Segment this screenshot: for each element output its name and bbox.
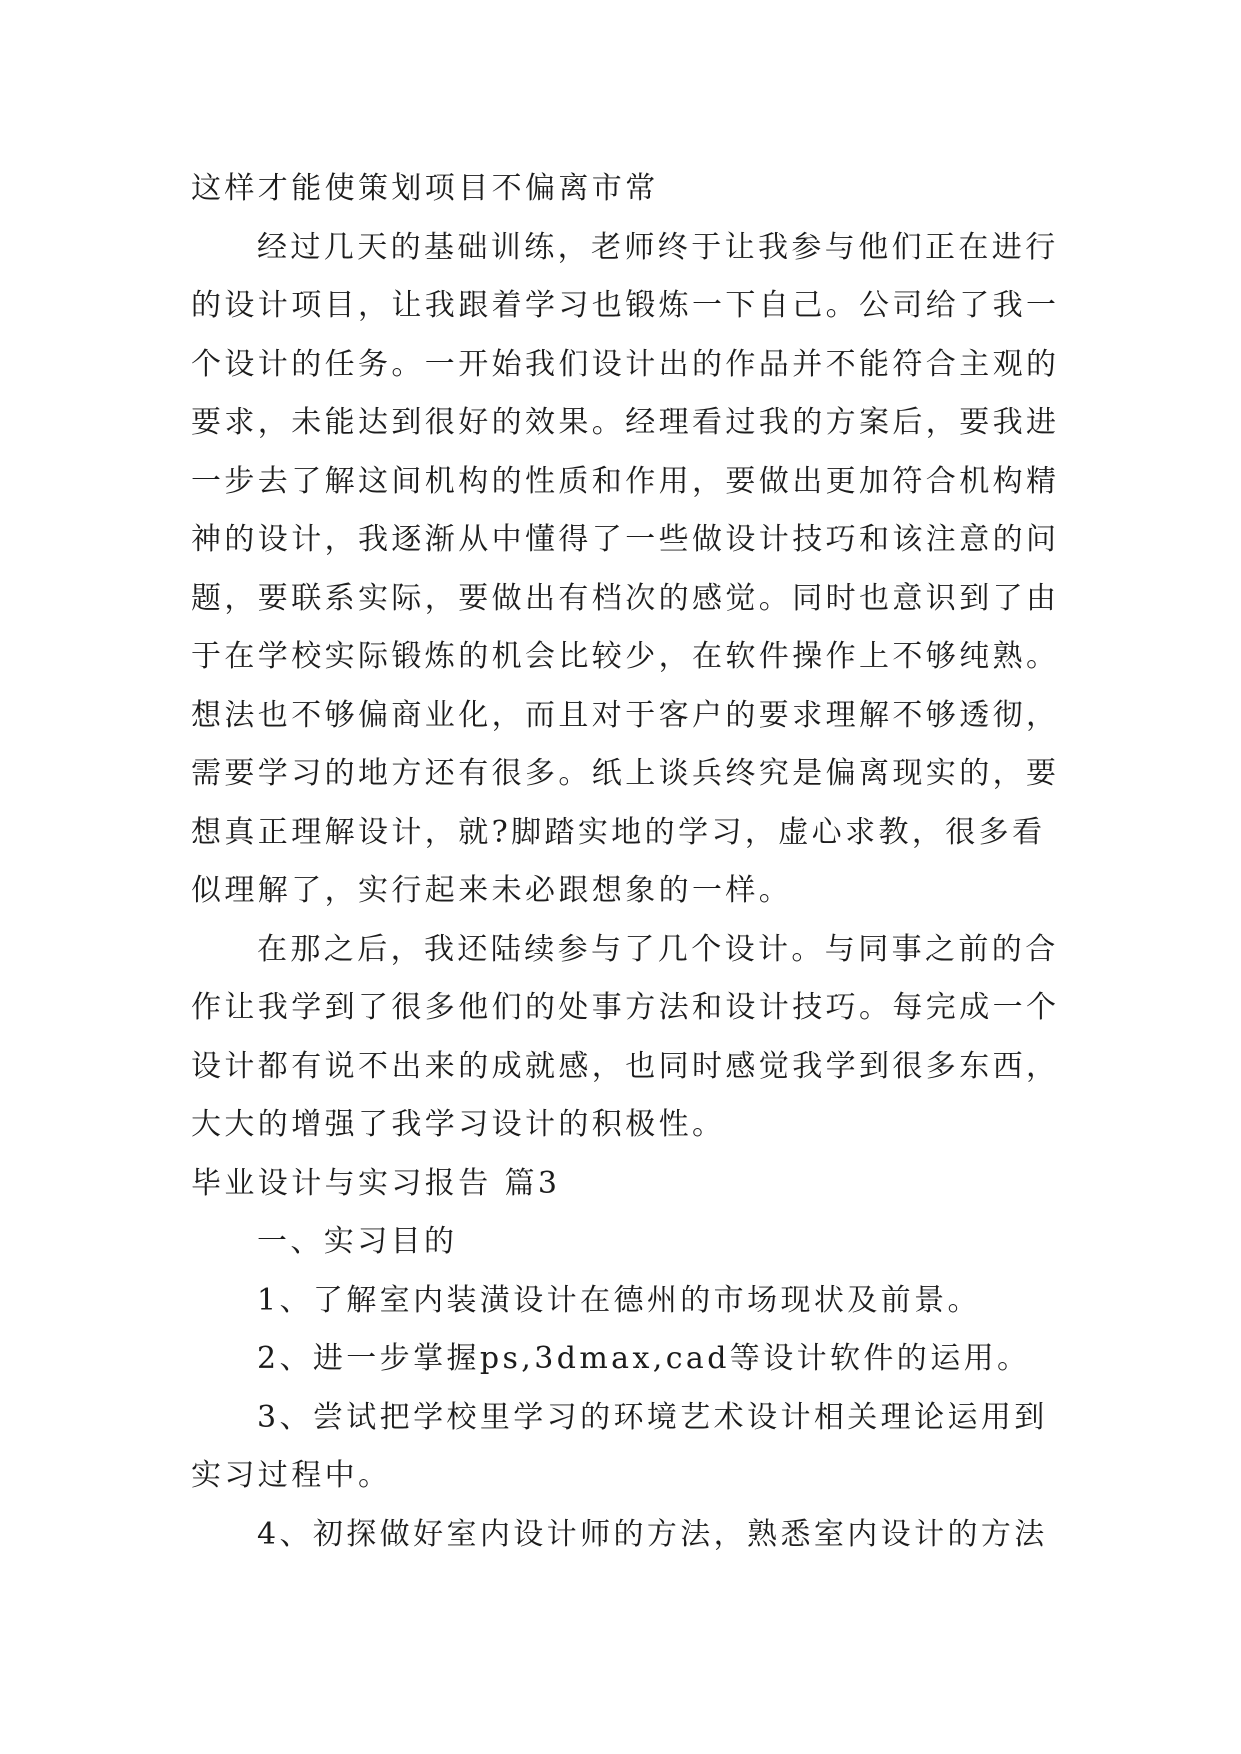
text-line: 经过几天的基础训练，老师终于让我参与他们正在进行 [257, 229, 1059, 265]
text-line: 要求，未能达到很好的效果。经理看过我的方案后，要我进 [191, 405, 1060, 440]
text-line: 在那之后，我还陆续参与了几个设计。与同事之前的合 [257, 931, 1059, 967]
objectives-title [191, 1213, 1091, 1272]
text-line: 想法也不够偏商业化，而且对于客户的要求理解不够透彻， [191, 697, 1060, 733]
text-line: 4、初探做好室内设计师的方法，熟悉室内设计的方法 [257, 1516, 1048, 1552]
paragraph-intro-tail [191, 160, 1091, 219]
text-line: 的设计项目，让我跟着学习也锻炼一下自己。公司给了我一 [191, 288, 1060, 323]
text-line: 个设计的任务。一开始我们设计出的作品并不能符合主观的 [191, 346, 1060, 382]
text-line: 大大的增强了我学习设计的积极性。 [191, 1107, 726, 1142]
text-line: 于在学校实际锻炼的机会比较少，在软件操作上不够纯熟。 [191, 639, 1060, 674]
text-line: 实习过程中。 [191, 1458, 392, 1493]
section-heading: 毕业设计与实习报告 篇3 [191, 1165, 561, 1201]
paragraph-later-projects [191, 921, 1091, 1155]
objective-item-3 [191, 1389, 1091, 1506]
text-line: 1、了解室内装潢设计在德州的市场现状及前景。 [257, 1282, 981, 1318]
document-body [191, 160, 1091, 1564]
text-line: 作让我学到了很多他们的处事方法和设计技巧。每完成一个 [191, 990, 1060, 1025]
text-line: 想真正理解设计，就?脚踏实地的学习，虚心求教，很多看 [191, 814, 1046, 850]
text-line: 神的设计，我逐渐从中懂得了一些做设计技巧和该注意的问 [191, 522, 1060, 557]
text-line: 一步去了解这间机构的性质和作用，要做出更加符合机构精 [191, 463, 1060, 499]
text-line: 3、尝试把学校里学习的环境艺术设计相关理论运用到 [257, 1399, 1048, 1435]
objective-item-4 [191, 1506, 1091, 1565]
objective-item-2 [191, 1330, 1091, 1389]
text-line: 这样才能使策划项目不偏离市常 [191, 171, 659, 206]
text-line: 需要学习的地方还有很多。纸上谈兵终究是偏离现实的，要 [191, 756, 1060, 791]
text-line: 2、进一步掌握ps,3dmax,cad等设计软件的运用。 [257, 1341, 1031, 1376]
subsection-title: 一、实习目的 [257, 1224, 458, 1259]
objective-item-1 [191, 1272, 1091, 1331]
text-line: 题，要联系实际，要做出有档次的感觉。同时也意识到了由 [191, 580, 1060, 616]
text-line: 似理解了，实行起来未必跟想象的一样。 [191, 873, 793, 908]
text-line: 设计都有说不出来的成就感，也同时感觉我学到很多东西， [191, 1048, 1060, 1084]
paragraph-training [191, 219, 1091, 921]
